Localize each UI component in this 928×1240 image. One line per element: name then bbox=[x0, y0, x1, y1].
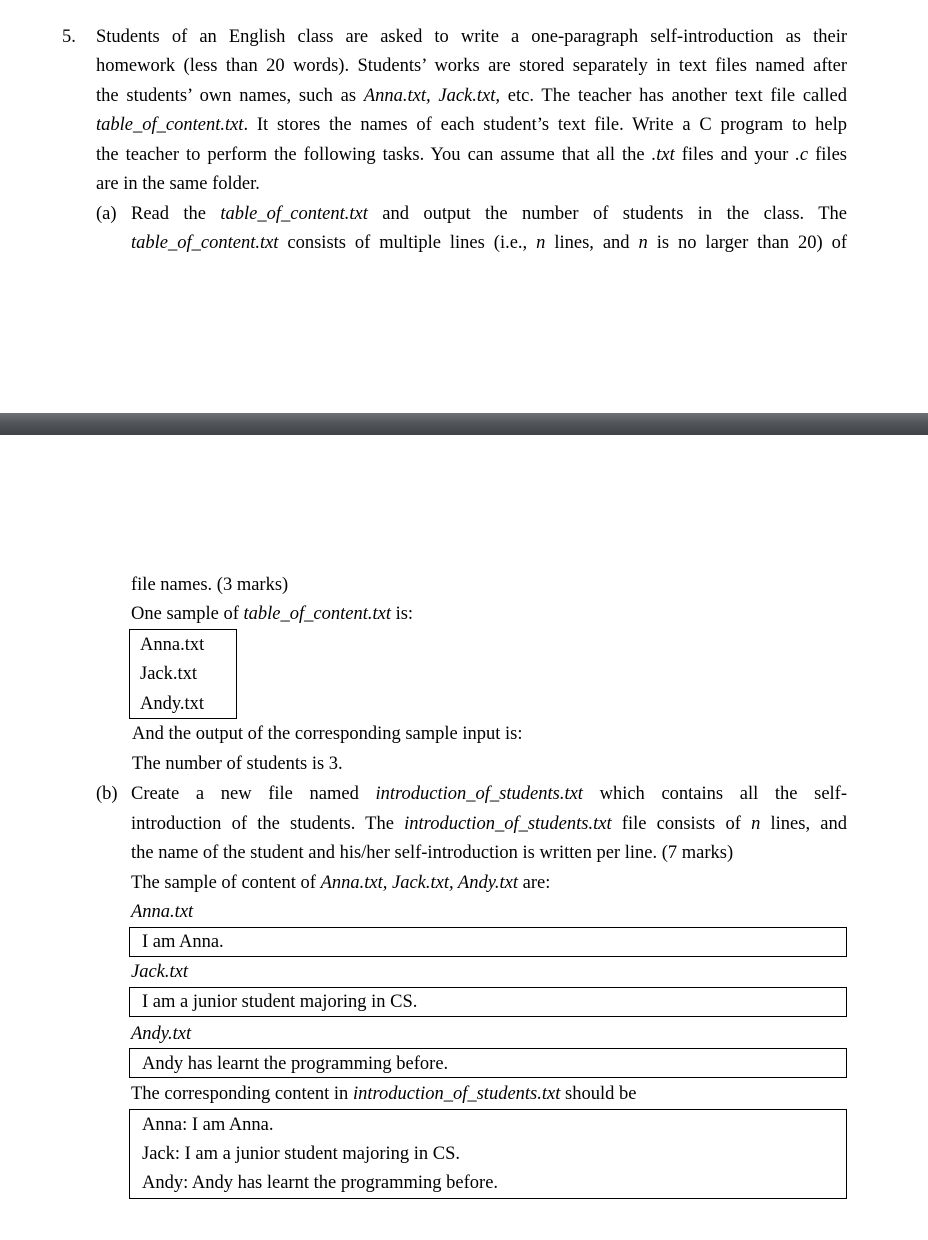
intro-line-5: the teacher to perform the following tasks. You can assume that all the .txt files and your .c files bbox=[96, 145, 847, 165]
sample-file-1: Anna.txt bbox=[140, 635, 205, 655]
part-a-line-1: Read the table_of_content.txt and output the number of students in the class. The bbox=[131, 204, 847, 224]
file-content-anna: I am Anna. bbox=[142, 932, 224, 952]
result-intro: The corresponding content in introduction_of_students.txt should be bbox=[131, 1084, 637, 1104]
part-b-line-4: The sample of content of Anna.txt, Jack.txt, Andy.txt are: bbox=[131, 873, 551, 893]
part-a-label: (a) bbox=[96, 204, 117, 224]
sample-file-3: Andy.txt bbox=[140, 694, 205, 714]
part-a-line-2: table_of_content.txt consists of multiple lines (i.e., n lines, and n is no larger than 20) of bbox=[131, 233, 847, 253]
page-divider bbox=[0, 413, 928, 435]
part-a-line-4: One sample of table_of_content.txt is: bbox=[131, 604, 414, 624]
intro-line-1: Students of an English class are asked to write a one-paragraph self-introduction as their bbox=[96, 27, 847, 47]
file-name-jack: Jack.txt bbox=[131, 962, 188, 982]
intro-line-6: are in the same folder. bbox=[96, 174, 260, 194]
output-text: The number of students is 3. bbox=[132, 754, 343, 774]
part-b-line-1: Create a new file named introduction_of_students.txt which contains all the self- bbox=[131, 784, 847, 804]
file-content-box-anna bbox=[129, 927, 847, 957]
part-b-line-3: the name of the student and his/her self-introduction is written per line. (7 marks) bbox=[131, 843, 734, 863]
part-b-line-2: introduction of the students. The introduction_of_students.txt file consists of n lines, and bbox=[131, 814, 847, 834]
intro-line-2: homework (less than 20 words). Students’ works are stored separately in text files named after bbox=[96, 56, 847, 76]
part-b-label: (b) bbox=[96, 784, 118, 804]
sample-file-2: Jack.txt bbox=[140, 664, 198, 684]
file-content-andy: Andy has learnt the programming before. bbox=[142, 1054, 449, 1074]
intro-line-4: table_of_content.txt. It stores the names of each student’s text file. Write a C program to help bbox=[96, 115, 847, 135]
output-intro: And the output of the corresponding sample input is: bbox=[132, 724, 523, 744]
intro-line-3: the students’ own names, such as Anna.txt, Jack.txt, etc. The teacher has another text file called bbox=[96, 86, 847, 106]
file-content-jack: I am a junior student majoring in CS. bbox=[142, 992, 418, 1012]
result-line-3: Andy: Andy has learnt the programming before. bbox=[142, 1173, 499, 1193]
part-a-line-3: file names. (3 marks) bbox=[131, 575, 289, 595]
file-name-anna: Anna.txt bbox=[131, 902, 194, 922]
result-line-2: Jack: I am a junior student majoring in CS. bbox=[142, 1144, 461, 1164]
question-number: 5. bbox=[62, 27, 76, 47]
result-line-1: Anna: I am Anna. bbox=[142, 1115, 274, 1135]
file-name-andy: Andy.txt bbox=[131, 1024, 192, 1044]
